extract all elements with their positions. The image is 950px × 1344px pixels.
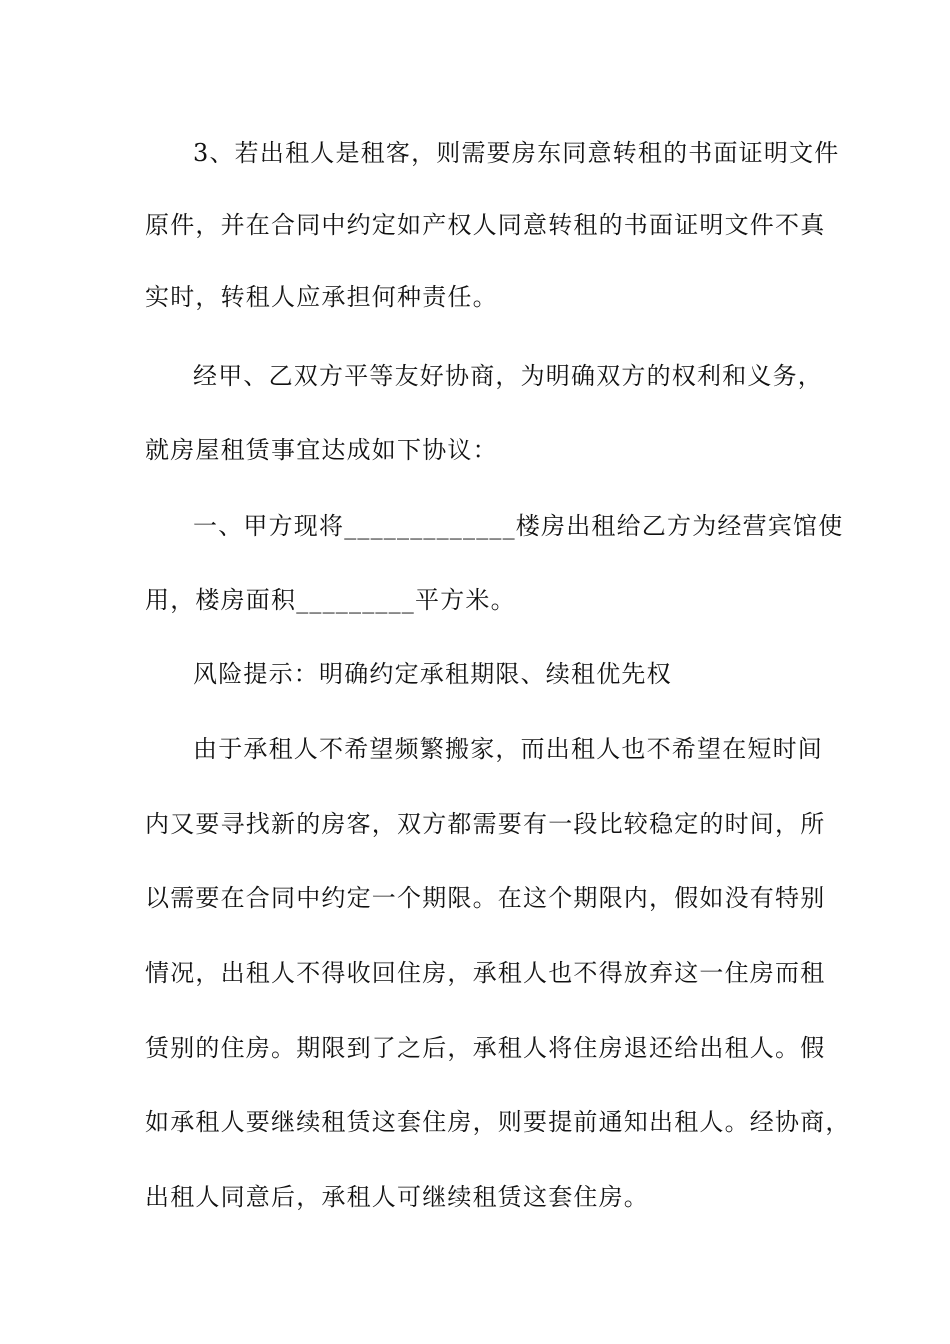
paragraph-3-line-2: 用，楼房面积_________平方米。 [145, 586, 516, 614]
paragraph-1-line-1: 3、若出租人是租客，则需要房东同意转租的书面证明文件 [193, 139, 840, 167]
paragraph-4-line-7: 出租人同意后，承租人可继续租赁这套住房。 [145, 1183, 649, 1211]
paragraph-4-line-4: 情况，出租人不得收回住房，承租人也不得放弃这一住房而租 [145, 959, 826, 987]
risk-tip-heading: 风险提示：明确约定承租期限、续租优先权 [193, 660, 672, 688]
paragraph-1-line-3: 实时，转租人应承担何种责任。 [145, 283, 498, 311]
paragraph-2-line-1: 经甲、乙双方平等友好协商，为明确双方的权利和义务， [193, 362, 823, 390]
paragraph-4-line-3: 以需要在合同中约定一个期限。在这个期限内，假如没有特别 [145, 884, 826, 912]
paragraph-4-line-2: 内又要寻找新的房客，双方都需要有一段比较稳定的时间，所 [145, 810, 826, 838]
paragraph-4-line-6: 如承租人要继续租赁这套住房，则要提前通知出租人。经协商， [145, 1108, 851, 1136]
paragraph-2-line-2: 就房屋租赁事宜达成如下协议： [145, 436, 498, 464]
paragraph-4-line-1: 由于承租人不希望频繁搬家，而出租人也不希望在短时间 [193, 735, 823, 763]
paragraph-1-line-2: 原件，并在合同中约定如产权人同意转租的书面证明文件不真 [145, 211, 826, 239]
paragraph-3-line-1: 一、甲方现将_____________楼房出租给乙方为经营宾馆使 [193, 512, 844, 540]
paragraph-4-line-5: 赁别的住房。期限到了之后，承租人将住房退还给出租人。假 [145, 1034, 826, 1062]
